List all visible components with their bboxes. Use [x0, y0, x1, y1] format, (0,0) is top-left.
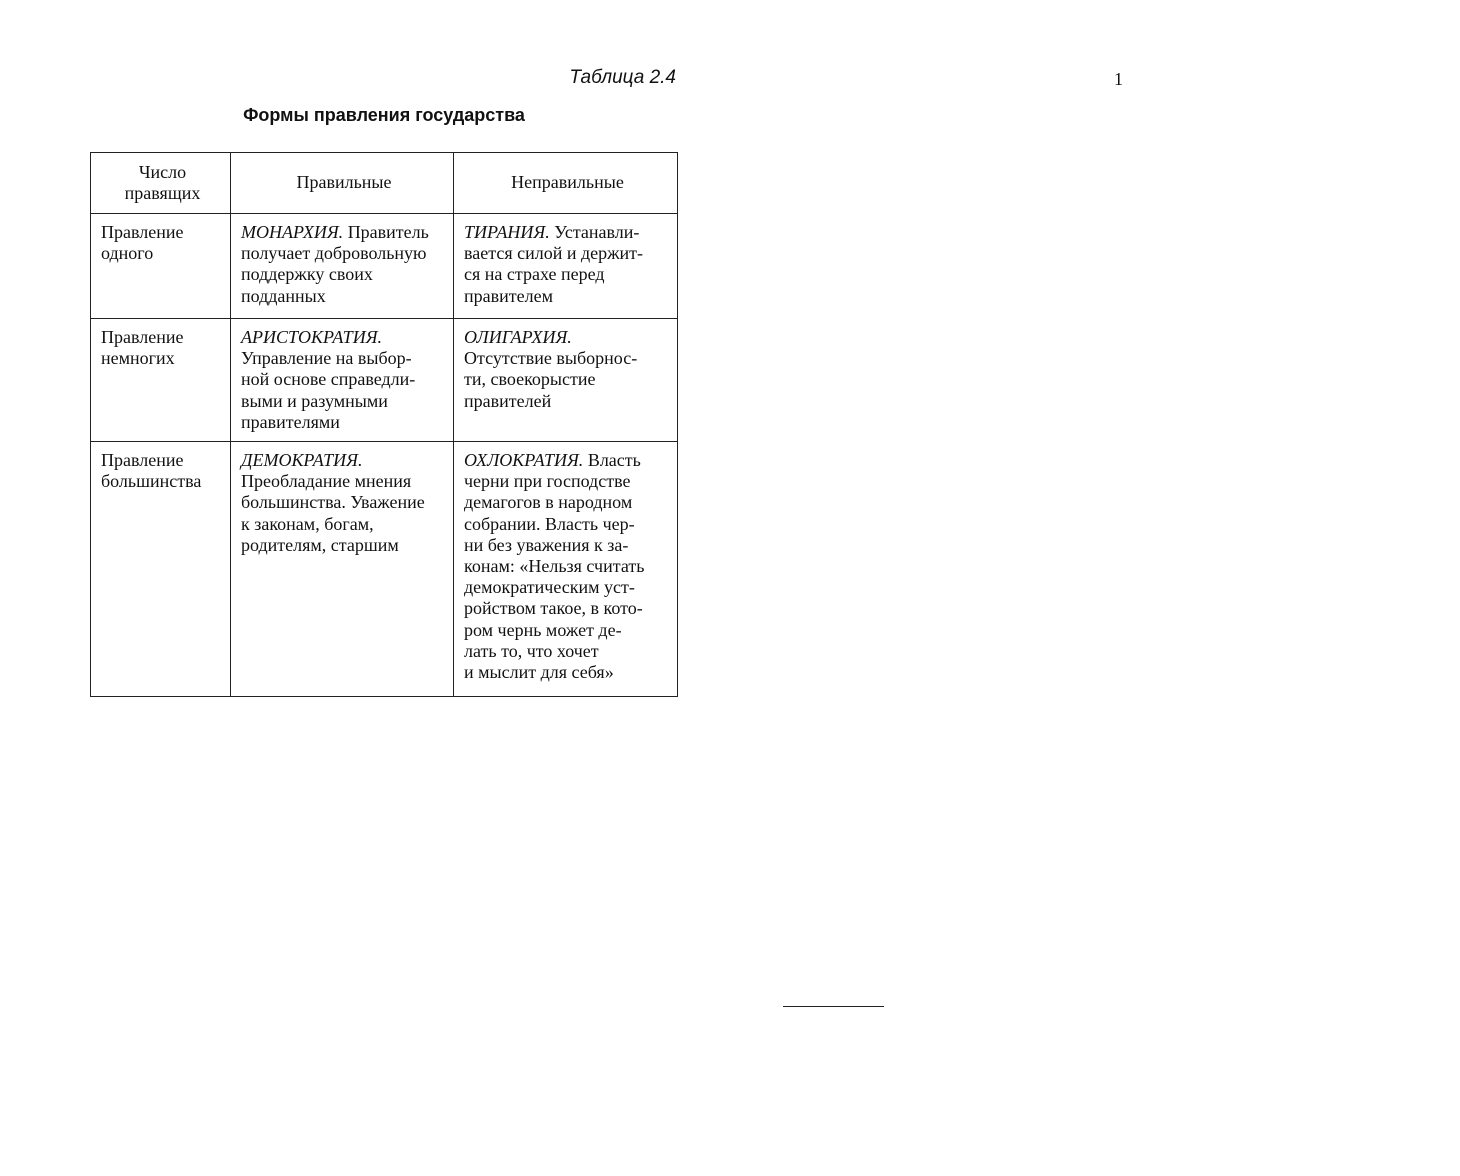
form-term: ОЛИГАРХИЯ. [464, 327, 572, 347]
header-incorrect-forms: Неправильные [454, 153, 678, 214]
header-correct-forms: Правильные [231, 153, 454, 214]
footnote-rule [783, 1006, 884, 1007]
incorrect-form-cell: ОХЛОКРАТИЯ. Власть черни при господстве демагогов в народном собрании. Власть чер- ни без уважения к за- конам: «Нельзя считать демократическим уст- ройством такое, в кото- ром чернь может де- лать то, что хочет и мыслит для себя» [454, 442, 678, 697]
table-header-row [91, 153, 678, 214]
table-number: Таблица 2.4 [569, 67, 676, 88]
header-rulers-count: Число правящих [91, 153, 231, 214]
form-term: МОНАРХИЯ. [241, 222, 344, 242]
page-number: 1 [1114, 69, 1123, 89]
form-term: ТИРАНИЯ. [464, 222, 550, 242]
table-row [91, 442, 678, 697]
table-title: Формы правления государства [243, 105, 525, 125]
form-term: АРИСТОКРАТИЯ. [241, 327, 383, 347]
correct-form-cell: МОНАРХИЯ. Правитель получает добровольную поддержку своих подданных [231, 214, 454, 319]
form-term: ОХЛОКРАТИЯ. [464, 450, 584, 471]
row-label: Правление немногих [91, 319, 231, 442]
table-row [91, 319, 678, 442]
row-label: Правление большинства [91, 442, 231, 697]
correct-form-cell: АРИСТОКРАТИЯ. Управление на выбор- ной основе справедли- выми и разумными правителями [231, 319, 454, 442]
correct-form-cell: ДЕМОКРАТИЯ. Преобладание мнения большинства. Уважение к законам, богам, родителям, старшим [231, 442, 454, 697]
incorrect-form-cell: ТИРАНИЯ. Устанавли- вается силой и держит- ся на страхе перед правителем [454, 214, 678, 319]
government-forms-table [90, 152, 678, 697]
row-label: Правление одного [91, 214, 231, 319]
incorrect-form-cell: ОЛИГАРХИЯ. Отсутствие выборнос- ти, своекорыстие правителей [454, 319, 678, 442]
form-term: ДЕМОКРАТИЯ. [241, 450, 363, 471]
table-row [91, 214, 678, 319]
